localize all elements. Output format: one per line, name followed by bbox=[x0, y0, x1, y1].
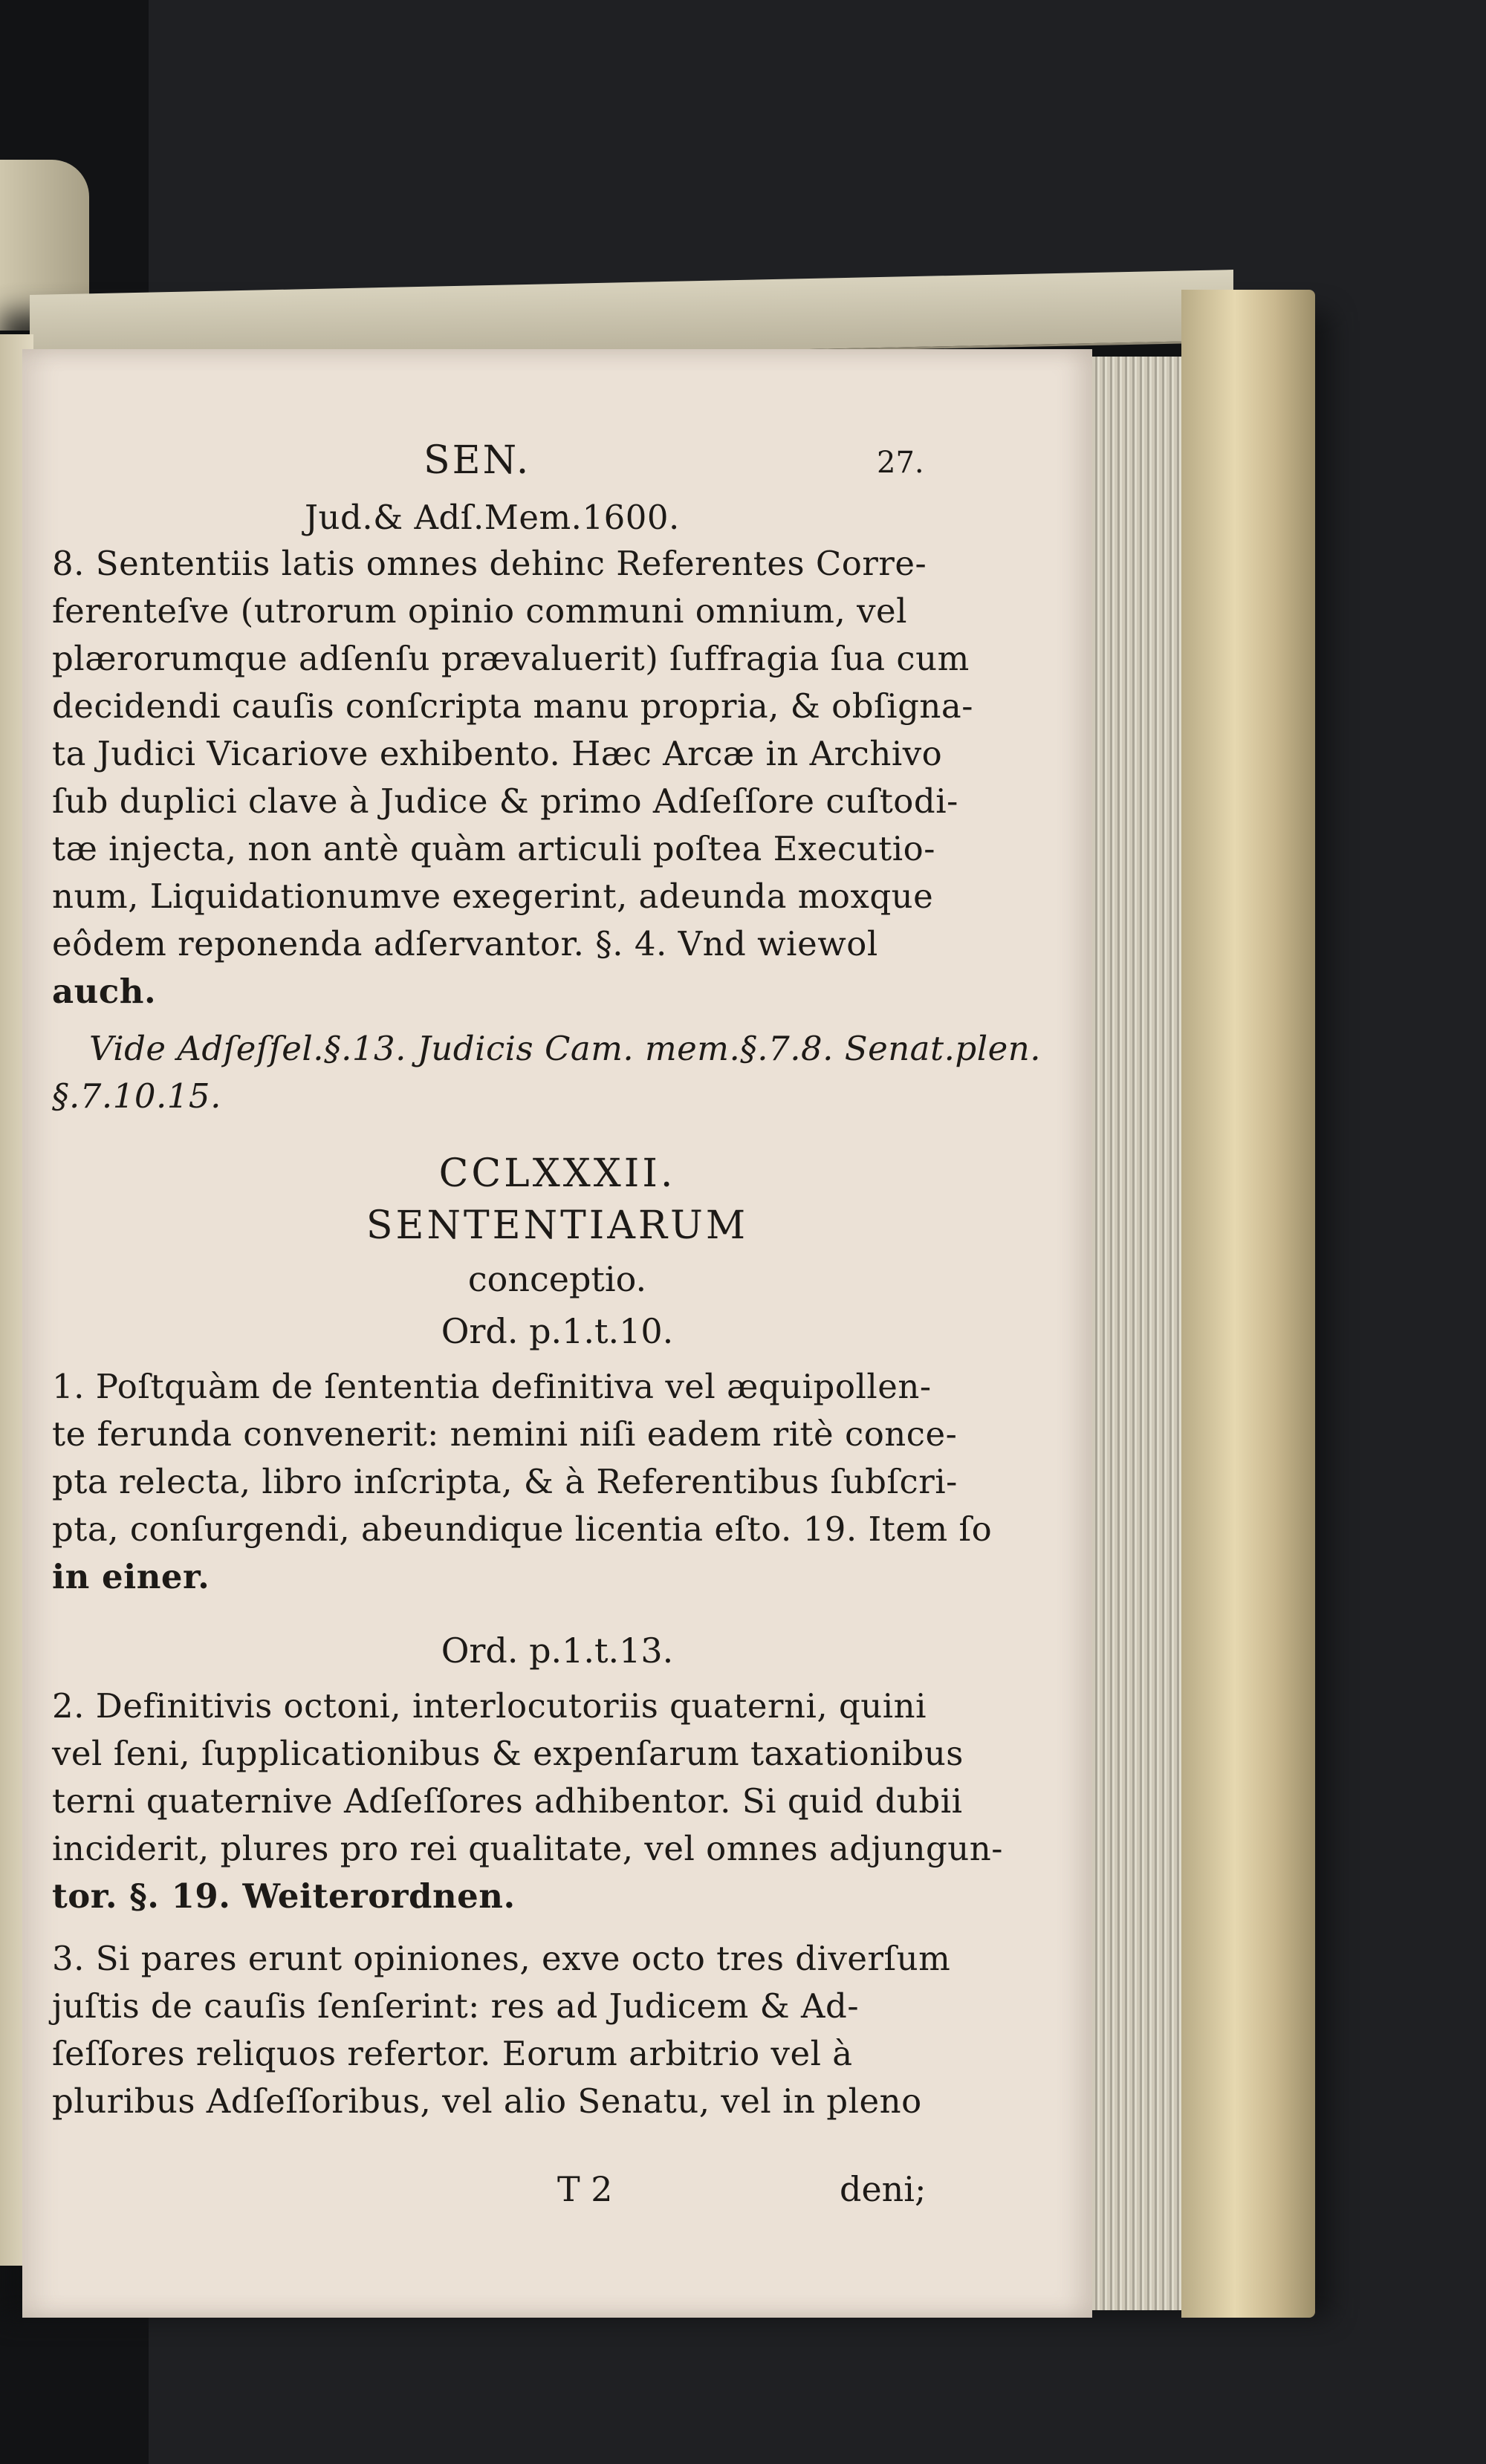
text-line: ferenteſve (utrorum opinio communi omnium, vel bbox=[52, 591, 908, 631]
text-line: pta, conſurgendi, abeundique licentia eſto. 19. Item ſo bbox=[52, 1509, 993, 1549]
book-page bbox=[22, 349, 1092, 2318]
text-line: tæ injecta, non antè quàm articuli poſtea Executio- bbox=[52, 829, 935, 868]
text-line: ſeſſores reliquos refertor. Eorum arbitrio vel à bbox=[52, 2034, 853, 2073]
text-line: tor. §. 19. Weiterordnen. bbox=[52, 1876, 516, 1916]
text-line: 1. Poſtquàm de ſententia definitiva vel æquipollen- bbox=[52, 1367, 932, 1406]
text-line: te ferunda convenerit: nemini niſi eadem ritè conce- bbox=[52, 1414, 958, 1454]
text-line: in einer. bbox=[52, 1557, 210, 1596]
text-line: ſub duplici clave à Judice & primo Adſeſſore cuſtodi- bbox=[52, 781, 958, 821]
text-line: 3. Si pares erunt opiniones, exve octo tres diverſum bbox=[52, 1939, 951, 1978]
text-line: 8. Sententiis latis omnes dehinc Referentes Corre- bbox=[52, 544, 927, 583]
signature-mark: T 2 bbox=[557, 2169, 613, 2209]
text-line: pta relecta, libro inſcripta, & à Referentibus ſubſcri- bbox=[52, 1462, 958, 1501]
text-line: num, Liquidationumve exegerint, adeunda moxque bbox=[52, 877, 934, 916]
text-line: vel ſeni, ſupplicationibus & expenſarum taxationibus bbox=[52, 1734, 964, 1773]
section-subtitle: conceptio. bbox=[467, 1259, 647, 1299]
page-number: 27. bbox=[877, 446, 924, 480]
text-line: juſtis de cauſis ſenſerint: res ad Judicem & Ad- bbox=[52, 1986, 860, 2026]
running-title: SEN. bbox=[424, 438, 531, 483]
page-edges bbox=[1085, 357, 1181, 2310]
text-line: ta Judici Vicariove exhibento. Hæc Arcæ in Archivo bbox=[52, 734, 943, 773]
section-number: CCLXXXII. bbox=[438, 1151, 676, 1196]
section-title: SENTENTIARUM bbox=[366, 1203, 749, 1248]
source-reference: Ord. p.1.t.13. bbox=[441, 1631, 674, 1671]
cross-reference: §.7.10.15. bbox=[52, 1076, 221, 1116]
catchword: deni; bbox=[840, 2169, 927, 2209]
text-line: eôdem reponenda adſervantor. §. 4. Vnd wiewol bbox=[52, 924, 878, 963]
book-cover-edge bbox=[1181, 290, 1315, 2318]
text-line: auch. bbox=[52, 972, 157, 1011]
text-line: decidendi cauſis conſcripta manu propria, & obſigna- bbox=[52, 686, 973, 726]
source-reference: Jud.& Adſ.Mem.1600. bbox=[305, 498, 680, 537]
text-line: terni quaternive Adſeſſores adhibentor. Si quid dubii bbox=[52, 1781, 963, 1821]
text-line: pluribus Adſeſſoribus, vel alio Senatu, vel in pleno bbox=[52, 2081, 922, 2121]
text-line: inciderit, plures pro rei qualitate, vel omnes adjungun- bbox=[52, 1829, 1003, 1868]
text-line: 2. Definitivis octoni, interlocutoriis quaterni, quini bbox=[52, 1686, 927, 1726]
cross-reference: Vide Adſeſſel.§.13. Judicis Cam. mem.§.7.8. Senat.plen. bbox=[89, 1029, 1042, 1068]
text-line: plærorumque adſenſu prævaluerit) ſuffragia ſua cum bbox=[52, 639, 970, 678]
source-reference: Ord. p.1.t.10. bbox=[441, 1311, 674, 1351]
